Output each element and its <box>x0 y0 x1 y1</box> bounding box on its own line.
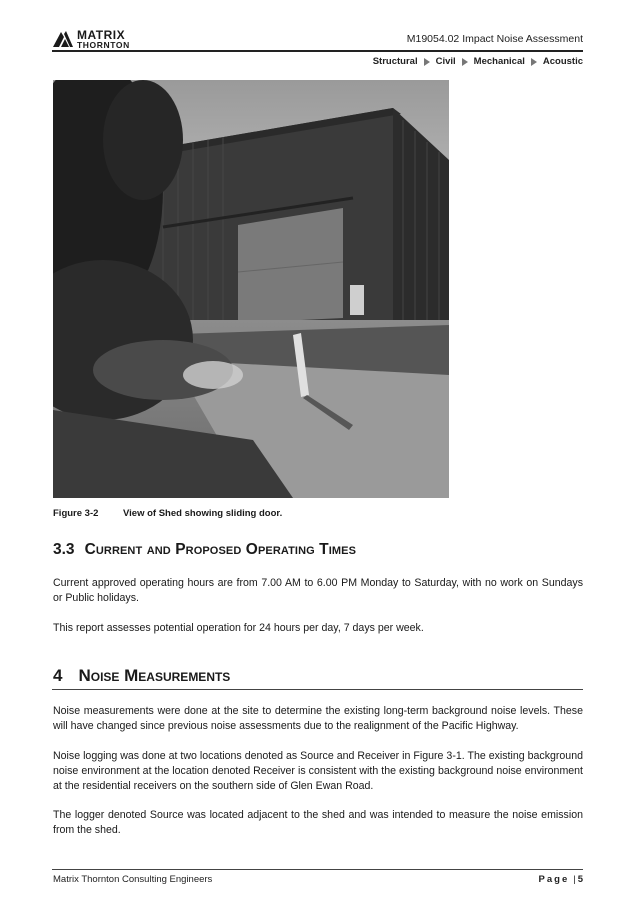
logo-text-line1: MATRIX <box>77 27 126 42</box>
header-divider <box>52 50 583 52</box>
service-acoustic: Acoustic <box>542 56 583 67</box>
footer-company: Matrix Thornton Consulting Engineers <box>53 874 213 885</box>
triangle-right-icon <box>462 58 468 66</box>
section-number: 3.3 <box>53 541 75 558</box>
document-reference: M19054.02 Impact Noise Assessment <box>406 33 583 45</box>
logo-text-line2: THORNTON <box>77 39 130 50</box>
company-logo <box>52 28 142 50</box>
service-civil: Civil <box>435 56 456 67</box>
paragraph: Current approved operating hours are from 7.00 AM to 6.00 PM Monday to Saturday, with no work on Sundays or Public holidays. <box>53 577 583 604</box>
paragraph: Noise logging was done at two locations denoted as Source and Receiver in Figure 3-1. The existing background noise environment at the location denoted Receiver is consistent with the existing background noise environment at the residential receivers on the southern side of Glen Ewan Road. <box>53 750 583 792</box>
paragraph: This report assesses potential operation for 24 hours per day, 7 days per week. <box>53 622 424 634</box>
page-separator: | <box>573 874 576 885</box>
section-title: Current and Proposed Operating Times <box>84 541 357 558</box>
page-label: Page <box>538 874 570 885</box>
figure-number: Figure 3-2 <box>53 508 99 519</box>
page-indicator <box>539 874 583 885</box>
triangle-right-icon <box>531 58 537 66</box>
matrix-thornton-logo-icon <box>52 29 74 49</box>
paragraph: The logger denoted Source was located adjacent to the shed and was intended to measure the noise emission from the shed. <box>53 809 583 836</box>
paragraph: Noise measurements were done at the site to determine the existing long-term background noise levels. These will have changed since previous noise assessments due to the realignment of the Pacific Highway. <box>53 705 583 732</box>
services-list <box>373 56 583 67</box>
section-heading-3-3 <box>53 541 356 559</box>
figure-caption-text: View of Shed showing sliding door. <box>123 508 283 519</box>
footer-divider <box>52 869 583 870</box>
shed-photo <box>53 80 449 498</box>
triangle-right-icon <box>424 58 430 66</box>
shed-photo-image <box>53 80 449 498</box>
page-number: 5 <box>577 874 583 885</box>
section-title: Noise Measurements <box>78 666 231 685</box>
figure-caption <box>53 508 282 519</box>
section-number: 4 <box>53 666 63 685</box>
service-structural: Structural <box>372 56 418 67</box>
section-divider <box>52 689 583 690</box>
section-heading-4 <box>53 666 230 686</box>
service-mechanical: Mechanical <box>473 56 525 67</box>
